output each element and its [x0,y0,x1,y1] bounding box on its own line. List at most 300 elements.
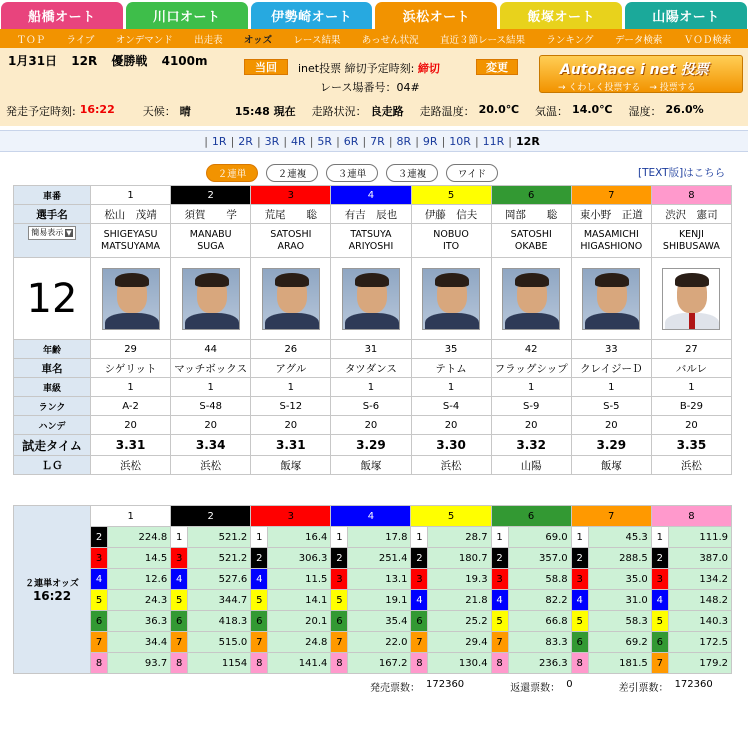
rank-label: ランク [14,397,91,416]
car-number-cell: 6 [491,186,571,205]
menu-item-2[interactable]: オンデマンド [115,34,173,46]
odds-value[interactable]: 521.2 [188,548,251,569]
racer-age: 33 [571,340,651,359]
racer-lg: 浜松 [171,456,251,475]
odds-second-car: 6 [571,632,588,653]
deadline-value: 締切 [417,62,440,75]
bike-label: 車名 [14,359,91,378]
racer-rank: S-9 [491,397,571,416]
odds-value[interactable]: 36.3 [108,611,171,632]
odds-second-car: 8 [411,653,428,674]
odds-value[interactable]: 82.2 [508,590,571,611]
name-label: 選手名 [14,205,91,224]
race-link-7R[interactable]: 7R [370,134,385,148]
car-number-cell: 3 [251,186,331,205]
odds-value[interactable]: 141.4 [268,653,331,674]
racer-roman-name [171,224,251,258]
odds-tab-3[interactable]: ３連複 [386,164,438,182]
roman-last: ARAO [277,240,305,252]
race-link-4R[interactable]: 4R [291,134,306,148]
odds-value[interactable]: 69.2 [588,632,651,653]
racer-trial-time: 3.32 [491,435,571,456]
odds-value[interactable]: 35.4 [348,611,411,632]
odds-value[interactable]: 306.3 [268,548,331,569]
track-tab-5[interactable]: 山陽オート [625,2,747,29]
odds-tab-4[interactable]: ワイド [446,164,498,182]
racer-bike: バルレ [651,359,731,378]
sales-summary [370,679,713,694]
odds-second-car: 1 [331,527,348,548]
odds-second-car: 8 [171,653,188,674]
odds-value[interactable]: 236.3 [508,653,571,674]
race-link-12R[interactable]: 12R [516,134,540,148]
weather-value: 晴 [179,105,191,118]
odds-second-car: 3 [571,569,588,590]
track-tab-2[interactable]: 伊勢崎オート [251,2,373,29]
roman-last: ITO [443,240,460,252]
odds-row [14,590,732,611]
odds-value[interactable]: 24.8 [268,632,331,653]
odds-value[interactable]: 515.0 [188,632,251,653]
racer-roman-name [251,224,331,258]
odds-second-car: 5 [91,590,108,611]
menu-item-9[interactable]: データ検索 [614,34,663,46]
odds-second-car: 7 [651,653,668,674]
racer-name[interactable]: 松山 茂靖 [91,205,171,224]
odds-value[interactable]: 34.4 [108,632,171,653]
racer-trial-time: 3.31 [91,435,171,456]
odds-second-car: 2 [411,548,428,569]
odds-value[interactable]: 172.5 [668,632,731,653]
racer-photo[interactable] [182,268,240,330]
odds-value[interactable]: 134.2 [668,569,731,590]
racer-rank: A-2 [91,397,171,416]
racer-roman-name [491,224,571,258]
odds-second-car: 3 [91,548,108,569]
roman-first: TATSUYA [350,228,392,240]
race-nav-separator: | [362,134,367,148]
racer-handicap: 20 [411,416,491,435]
odds-value[interactable]: 45.3 [588,527,651,548]
odds-second-car: 4 [571,590,588,611]
odds-value[interactable]: 130.4 [428,653,491,674]
photo-shoulders [505,313,559,330]
now-time: 15:48 現在 [234,105,296,118]
odds-value[interactable]: 11.5 [268,569,331,590]
racer-rank: S-48 [171,397,251,416]
odds-value[interactable]: 167.2 [348,653,411,674]
odds-second-car: 3 [331,569,348,590]
racer-row [14,224,732,258]
racer-handicap: 20 [491,416,571,435]
car-number-cell: 8 [651,186,731,205]
race-nav-separator: | [256,134,261,148]
racer-photo[interactable] [102,268,160,330]
odds-value[interactable]: 31.0 [588,590,651,611]
racer-photo[interactable] [422,268,480,330]
odds-value[interactable]: 21.8 [428,590,491,611]
text-version-link[interactable]: [TEXT版]はこちら [638,167,726,179]
racer-rank: B-29 [651,397,731,416]
odds-tab-0[interactable]: ２連単 [206,164,258,182]
display-select-cell [14,224,91,258]
odds-tab-2[interactable]: ３連単 [326,164,378,182]
roman-last: SUGA [197,240,225,252]
odds-row [14,632,732,653]
odds-second-car: 3 [491,569,508,590]
racer-name[interactable]: 須賀 学 [171,205,251,224]
racer-row [14,205,732,224]
odds-value[interactable]: 29.4 [428,632,491,653]
racer-name[interactable]: 岡部 聡 [491,205,571,224]
odds-value[interactable]: 288.5 [588,548,651,569]
odds-second-car: 5 [331,590,348,611]
racer-photo-cell [331,258,411,340]
photo-tie [689,313,695,330]
racer-rank: S-12 [251,397,331,416]
racer-bike: クレイジーＤ [571,359,651,378]
odds-second-car: 8 [571,653,588,674]
track-value: 良走路 [370,105,404,118]
odds-second-car: 6 [251,611,268,632]
odds-row [14,548,732,569]
racer-row [14,435,732,456]
race-link-11R[interactable]: 11R [482,134,505,148]
racer-age: 31 [331,340,411,359]
menu-item-0[interactable]: ＴＯＰ [16,34,46,46]
odds-second-car: 2 [651,548,668,569]
racer-roman-name [331,224,411,258]
photo-hair [515,273,549,287]
photo-shoulders [265,313,319,330]
inet-deadline [298,60,440,76]
odds-second-car: 8 [91,653,108,674]
roman-last: OKABE [514,240,548,252]
odds-value[interactable]: 179.2 [668,653,731,674]
odds-value[interactable]: 1154 [188,653,251,674]
odds-second-car: 1 [411,527,428,548]
sold-value: 172360 [426,679,465,690]
photo-shoulders [425,313,479,330]
odds-first-car-header: 4 [331,506,411,527]
net-label: 差引票数： [618,683,669,694]
odds-second-car: 3 [651,569,668,590]
status-line [6,103,716,119]
race-nav-separator: | [336,134,340,148]
odds-first-car-header: 1 [91,506,171,527]
race-number-big [14,258,91,340]
race-distance: 4100m [161,54,208,68]
racer-lg: 浜松 [651,456,731,475]
handicap-label: ハンデ [14,416,91,435]
air-label: 気温： [535,105,569,118]
race-link-10R[interactable]: 10R [449,134,471,148]
roman-first: SHIGEYASU [103,228,158,240]
racer-table [13,185,732,475]
odds-second-car: 6 [171,611,188,632]
racer-name[interactable]: 荒尾 聡 [251,205,331,224]
racer-photo[interactable] [342,268,400,330]
racer-class: 1 [651,378,731,397]
racer-photo-cell [411,258,491,340]
racer-name[interactable]: 有吉 辰也 [331,205,411,224]
odds-value[interactable]: 527.6 [188,569,251,590]
racer-row [14,186,732,205]
odds-value[interactable]: 357.0 [508,548,571,569]
roman-first: MASAMICHI [583,228,639,240]
race-link-9R[interactable]: 9R [422,134,438,148]
photo-hair [275,273,309,287]
odds-value[interactable]: 387.0 [668,548,731,569]
odds-value[interactable]: 58.3 [588,611,651,632]
racer-roman-name [91,224,171,258]
roman-first: SATOSHI [270,228,312,240]
start-label: 発走予定時刻: [6,105,76,118]
menu-item-4[interactable]: オッズ [243,34,273,46]
odds-title-cell [14,506,91,674]
race-title: 優勝戦 [111,54,148,68]
racer-photo-cell [91,258,171,340]
menu-item-1[interactable]: ライブ [66,34,95,46]
menu-item-8[interactable]: ランキング [546,34,594,46]
odds-row [14,611,732,632]
car-label: 車番 [14,186,91,205]
race-nav-separator: | [415,134,419,148]
race-nav [0,130,748,152]
car-number-cell: 4 [331,186,411,205]
odds-value[interactable]: 93.7 [108,653,171,674]
racer-roman-name [411,224,491,258]
track-tab-4[interactable]: 飯塚オート [500,2,622,29]
racer-row [14,359,732,378]
menu-item-5[interactable]: レース結果 [293,34,341,46]
race-nav-separator: | [474,134,479,148]
odds-value[interactable]: 181.5 [588,653,651,674]
photo-hair [195,273,229,287]
menu-item-10[interactable]: ＶＯＤ検索 [683,34,732,46]
banner-title: AutoRace i net 投票 [560,62,709,78]
racer-class: 1 [331,378,411,397]
photo-hair [115,273,149,287]
odds-value[interactable]: 69.0 [508,527,571,548]
racer-handicap: 20 [571,416,651,435]
odds-type-tabs [206,164,498,182]
race-nav-separator: | [204,134,208,148]
roman-last: ARIYOSHI [348,240,394,252]
photo-shoulders [585,313,639,330]
odds-value[interactable]: 22.0 [348,632,411,653]
track-tab-1[interactable]: 川口オート [126,2,248,29]
odds-first-car-header: 7 [571,506,651,527]
racer-trial-time: 3.30 [411,435,491,456]
net-value: 172360 [674,679,713,690]
autorace-inet-banner[interactable] [539,55,743,93]
racer-class: 1 [411,378,491,397]
odds-row [14,653,732,674]
odds-value[interactable]: 224.8 [108,527,171,548]
racer-lg: 飯塚 [331,456,411,475]
racer-class: 1 [571,378,651,397]
age-label: 年齢 [14,340,91,359]
odds-header-row [14,506,732,527]
racer-bike: テトム [411,359,491,378]
odds-second-car: 2 [491,548,508,569]
photo-hair [355,273,389,287]
odds-value[interactable]: 66.8 [508,611,571,632]
odds-second-car: 1 [491,527,508,548]
racer-row [14,456,732,475]
racer-name[interactable]: 渋沢 憲司 [651,205,731,224]
racer-lg: 浜松 [91,456,171,475]
racer-class: 1 [491,378,571,397]
odds-value[interactable]: 521.2 [188,527,251,548]
odds-value[interactable]: 180.7 [428,548,491,569]
odds-value[interactable]: 20.1 [268,611,331,632]
racer-photo[interactable] [582,268,640,330]
odds-value[interactable]: 148.2 [668,590,731,611]
race-link-5R[interactable]: 5R [317,134,333,148]
race-number-value: 12 [26,275,78,322]
venue-number: レース場番号：04# [320,81,420,94]
race-nav-separator: | [309,134,314,148]
photo-hair [435,273,469,287]
odds-second-car: 5 [651,611,668,632]
sold-label: 発売票数： [370,683,420,694]
track-tab-3[interactable]: 浜松オート [375,2,497,29]
simple-display-select[interactable] [28,226,75,240]
odds-value[interactable]: 28.7 [428,527,491,548]
track-tabs [0,2,748,29]
racer-handicap: 20 [171,416,251,435]
odds-value[interactable]: 12.6 [108,569,171,590]
odds-tab-1[interactable]: ２連複 [266,164,318,182]
odds-second-car: 7 [251,632,268,653]
odds-value[interactable]: 19.1 [348,590,411,611]
odds-value[interactable]: 24.3 [108,590,171,611]
race-link-8R[interactable]: 8R [396,134,412,148]
roman-first: NOBUO [433,228,469,240]
odds-second-car: 2 [571,548,588,569]
odds-value[interactable]: 344.7 [188,590,251,611]
odds-value[interactable]: 111.9 [668,527,731,548]
racer-trial-time: 3.31 [251,435,331,456]
racer-bike: タツダンス [331,359,411,378]
race-link-3R[interactable]: 3R [264,134,280,148]
odds-first-car-header: 3 [251,506,331,527]
racer-bike: シゲリット [91,359,171,378]
track-tab-0[interactable]: 船橋オート [1,2,123,29]
racer-age: 44 [171,340,251,359]
odds-value[interactable]: 16.4 [268,527,331,548]
odds-first-car-header: 5 [411,506,491,527]
odds-second-car: 1 [651,527,668,548]
air-value: 14.0℃ [572,103,613,116]
odds-row [14,569,732,590]
change-button[interactable]: 変更 [476,59,518,75]
odds-value[interactable]: 14.5 [108,548,171,569]
odds-value[interactable]: 251.4 [348,548,411,569]
race-link-6R[interactable]: 6R [343,134,359,148]
racer-name[interactable]: 伊藤 信夫 [411,205,491,224]
racer-handicap: 20 [91,416,171,435]
racer-rank: S-4 [411,397,491,416]
racer-handicap: 20 [251,416,331,435]
odds-value[interactable]: 83.3 [508,632,571,653]
odds-first-car-header: 2 [171,506,251,527]
odds-value[interactable]: 17.8 [348,527,411,548]
roman-last: SHIBUSAWA [662,240,720,252]
roman-first: SATOSHI [510,228,552,240]
racer-rank: S-5 [571,397,651,416]
odds-second-car: 4 [251,569,268,590]
racer-age: 29 [91,340,171,359]
odds-value[interactable]: 35.0 [588,569,651,590]
odds-value[interactable]: 58.8 [508,569,571,590]
race-link-2R[interactable]: 2R [238,134,253,148]
current-race-button[interactable]: 当回 [244,59,288,75]
menu-item-6[interactable]: あっせん状況 [361,34,419,46]
racer-class: 1 [171,378,251,397]
odds-second-car: 6 [411,611,428,632]
racer-photo-cell [491,258,571,340]
odds-second-car: 4 [411,590,428,611]
odds-second-car: 1 [571,527,588,548]
racer-lg: 浜松 [411,456,491,475]
racer-age: 27 [651,340,731,359]
odds-second-car: 6 [91,611,108,632]
car-number-cell: 2 [171,186,251,205]
racer-class: 1 [251,378,331,397]
odds-second-car: 7 [411,632,428,653]
racer-row [14,340,732,359]
racer-roman-name [571,224,651,258]
start-time: 16:22 [79,103,115,116]
racer-bike: フラッグシップ [491,359,571,378]
odds-value[interactable]: 140.3 [668,611,731,632]
racer-photo[interactable] [262,268,320,330]
class-label: 車級 [14,378,91,397]
racer-photo[interactable] [502,268,560,330]
roman-first: KENJI [678,228,704,240]
racer-handicap: 20 [651,416,731,435]
odds-value[interactable]: 19.3 [428,569,491,590]
car-number-cell: 5 [411,186,491,205]
menu-item-7[interactable]: 直近３節レース結果 [439,34,526,46]
odds-second-car: 6 [651,632,668,653]
racer-row [14,397,732,416]
racer-age: 26 [251,340,331,359]
odds-value[interactable]: 13.1 [348,569,411,590]
photo-shoulders [105,313,159,330]
racer-handicap: 20 [331,416,411,435]
racer-bike: マッチボックス [171,359,251,378]
race-link-1R[interactable]: 1R [211,134,227,148]
lg-label: ＬＧ [14,456,91,475]
odds-value[interactable]: 418.3 [188,611,251,632]
racer-roman-name [651,224,731,258]
racer-photo[interactable] [662,268,720,330]
racer-row [14,416,732,435]
odds-value[interactable]: 25.2 [428,611,491,632]
odds-second-car: 5 [571,611,588,632]
humidity-label: 湿度： [628,105,662,118]
menu-item-3[interactable]: 出走表 [194,34,223,46]
racer-name[interactable]: 東小野 正道 [571,205,651,224]
racer-rank: S-6 [331,397,411,416]
racer-photo-cell [171,258,251,340]
banner-sub: → くわしく投票する → 投票する [558,83,696,93]
odds-value[interactable]: 14.1 [268,590,331,611]
